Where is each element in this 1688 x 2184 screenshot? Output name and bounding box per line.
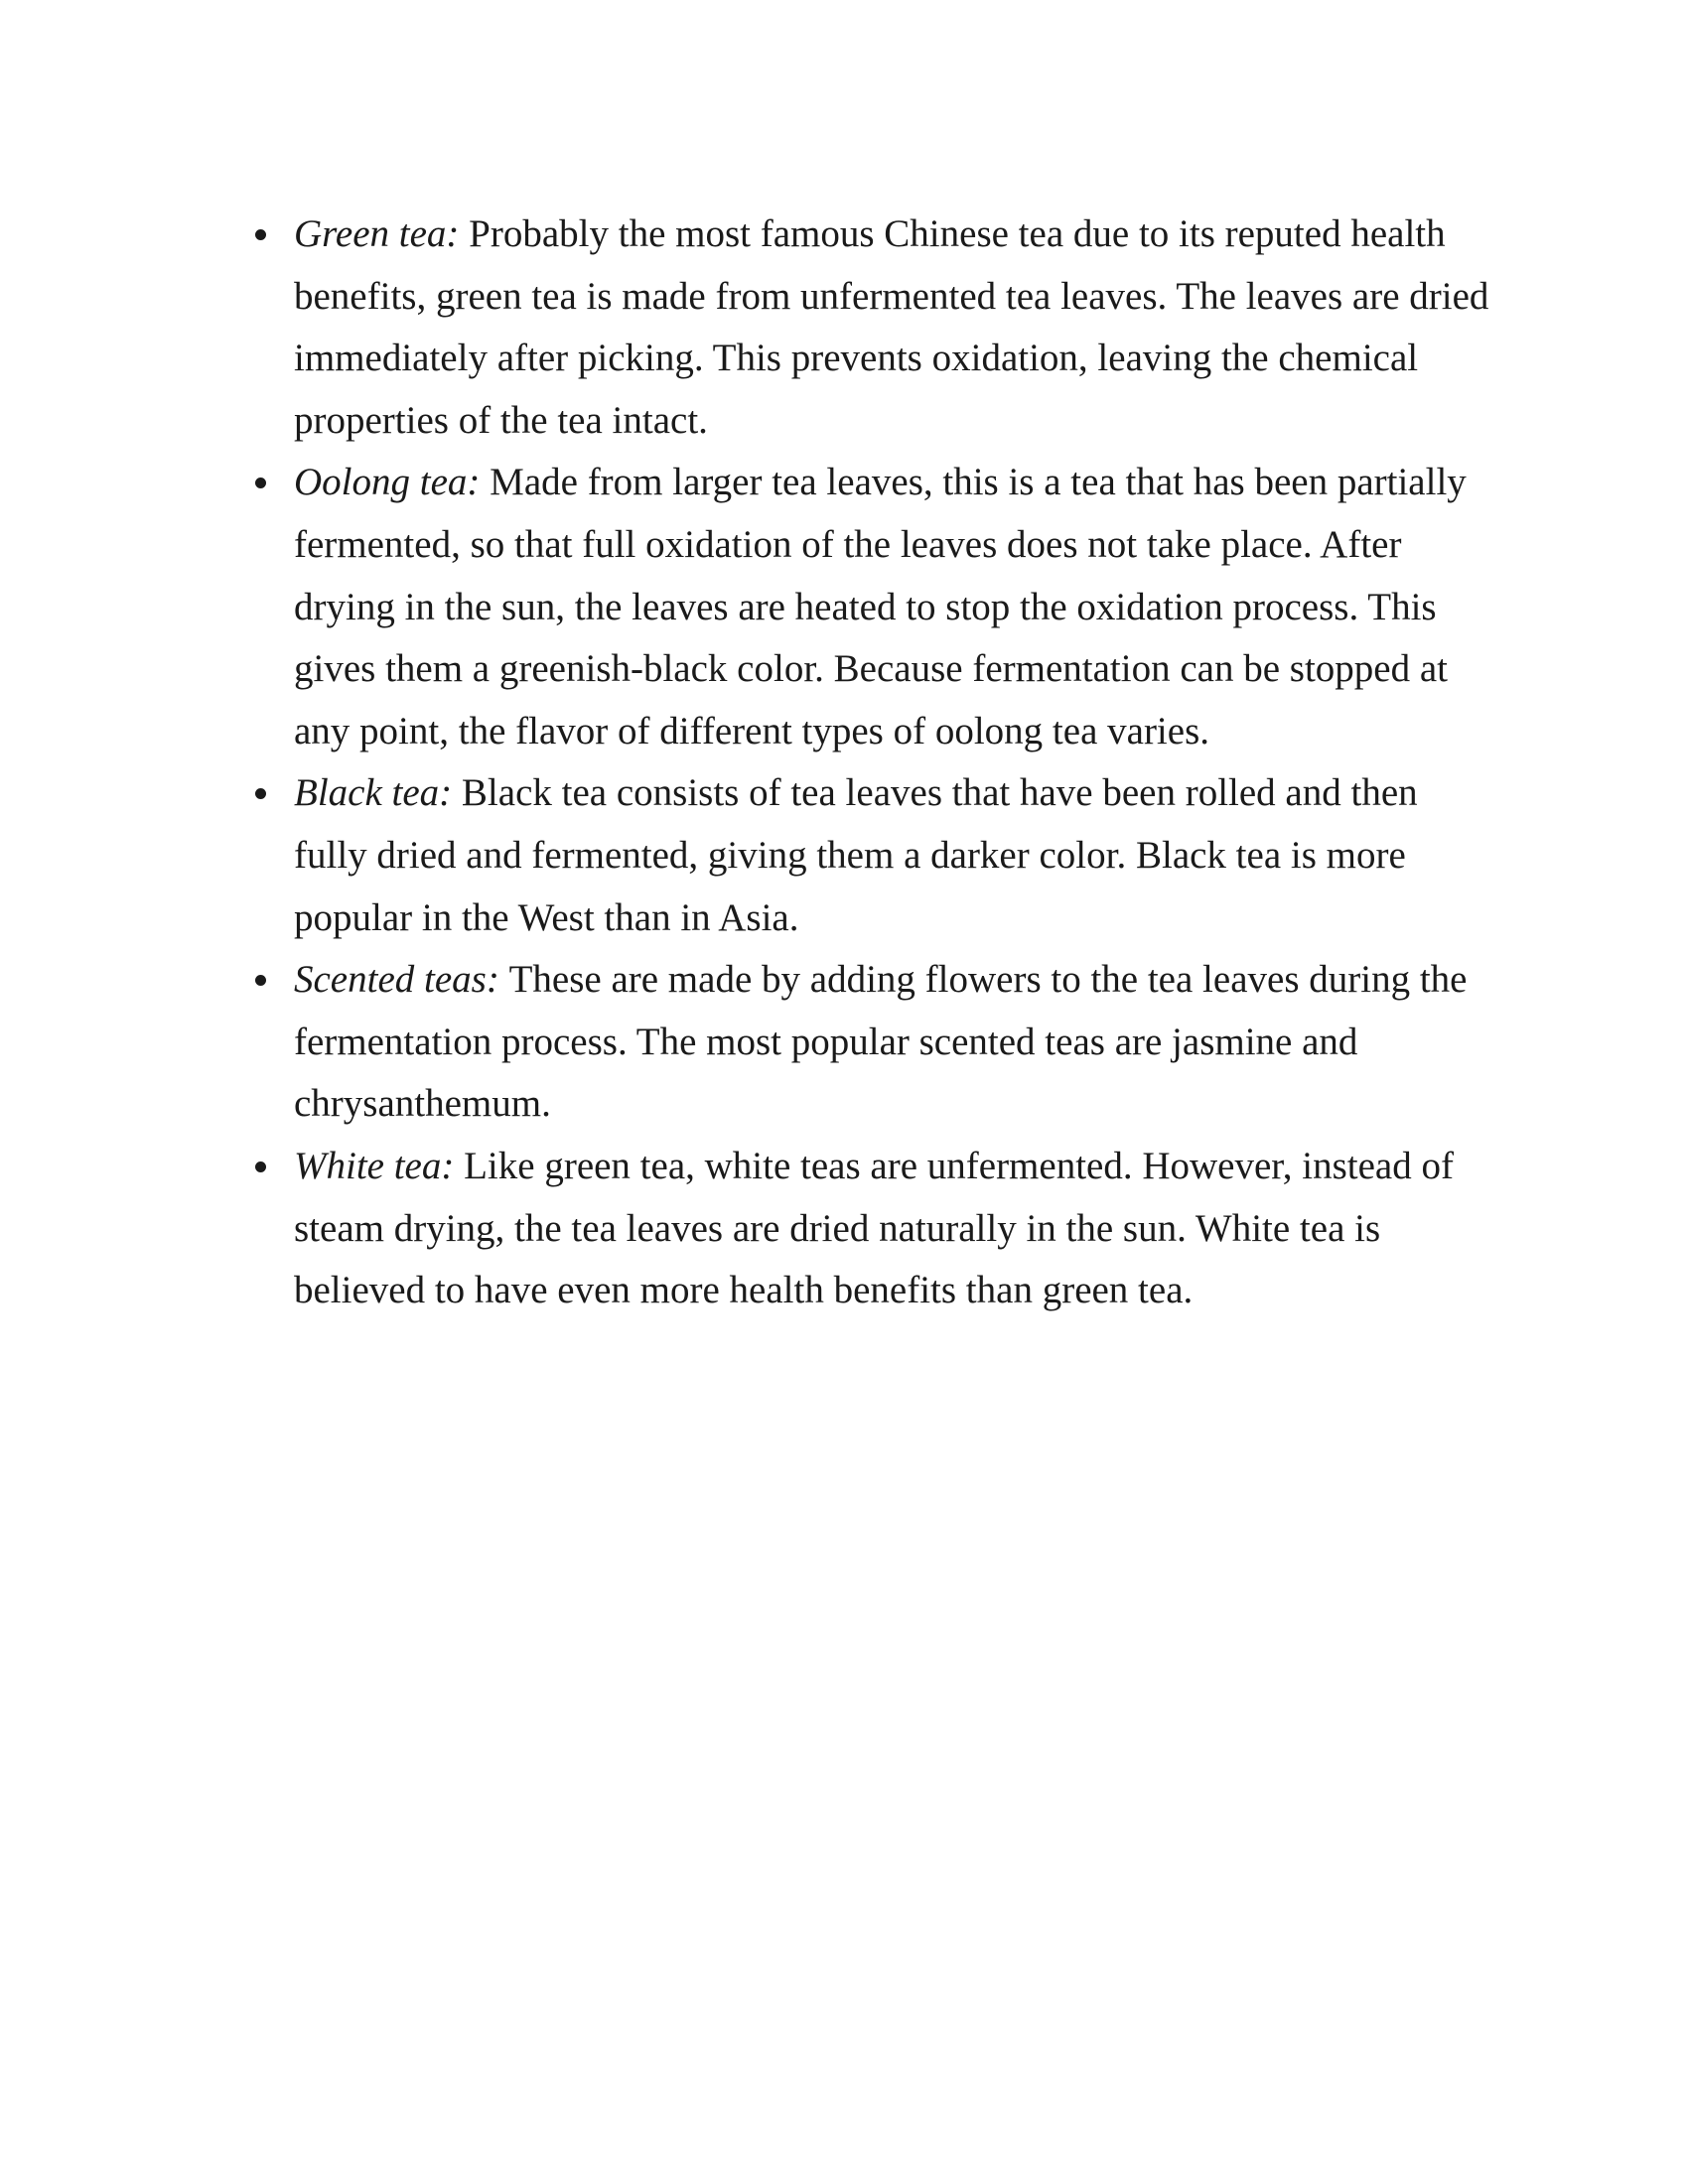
list-item-scented-teas xyxy=(294,949,1495,1136)
list-item-white-tea xyxy=(294,1136,1495,1322)
term-description: Made from larger tea leaves, this is a tea that has been partially fermented, so that full oxidation of the leaves does not take place. After drying in the sun, the leaves are heated to stop the oxidation process. This gives them a greenish-black color. Because fermentation can be stopped at any point, the flavor of different types of oolong tea varies. xyxy=(294,461,1467,752)
bullet-icon xyxy=(255,788,266,799)
term-label: Scented teas: xyxy=(294,958,509,1002)
bullet-icon xyxy=(255,975,266,986)
term-description: Black tea consists of tea leaves that have been rolled and then fully dried and fermented, giving them a darker color. Black tea is more popular in the West than in Asia. xyxy=(294,771,1418,939)
list-item-oolong-tea xyxy=(294,452,1495,762)
tea-types-list xyxy=(294,204,1495,1322)
bullet-icon xyxy=(255,229,266,240)
list-item-green-tea xyxy=(294,204,1495,452)
term-label: Black tea: xyxy=(294,771,462,815)
bullet-icon xyxy=(255,1161,266,1172)
list-item-black-tea xyxy=(294,762,1495,949)
term-label: Green tea: xyxy=(294,212,470,255)
bullet-icon xyxy=(255,478,266,488)
term-description: These are made by adding flowers to the tea leaves during the fermentation process. The most popular scented teas are jasmine and chrysanthemum. xyxy=(294,958,1468,1126)
term-description: Probably the most famous Chinese tea due to its reputed health benefits, green tea is made from unfermented tea leaves. The leaves are dried immediately after picking. This prevents oxidation, leaving the chemical properties of the tea intact. xyxy=(294,212,1489,442)
term-label: White tea: xyxy=(294,1144,465,1187)
term-description: Like green tea, white teas are unfermented. However, instead of steam drying, the tea leaves are dried naturally in the sun. White tea is believed to have even more health benefits than green tea. xyxy=(294,1144,1454,1312)
term-label: Oolong tea: xyxy=(294,461,491,504)
